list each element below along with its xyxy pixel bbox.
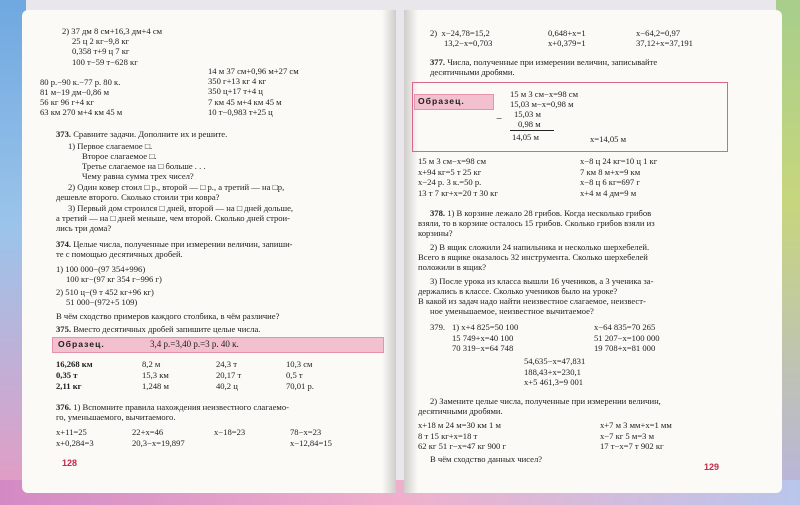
ex373-line: лись три дома?: [56, 223, 112, 233]
ex373-line: 2) Один ковер стоил □ р., второй — □ р., а третий — на □р,: [68, 182, 285, 192]
ex377-problem: x+4 м 4 дм=9 м: [580, 187, 637, 198]
right-page: [404, 10, 782, 493]
ex375-number: 375.: [56, 324, 72, 334]
ex375-heading: [56, 324, 260, 334]
exercise-line: 10 т−0,983 т+25 ц: [208, 107, 273, 117]
ex379-equation: 70 319−x=64 748: [452, 343, 514, 353]
ex375-cell: 20,17 т: [216, 370, 242, 380]
sample-line: 14,05 м: [512, 132, 539, 142]
ex378-line: положили в ящик?: [418, 262, 487, 273]
sample-label: Образец.: [418, 96, 465, 106]
ex374-line: 51 000−(972+5 109): [66, 297, 138, 307]
ex375-cell: 8,2 м: [142, 359, 161, 369]
ex377-problem: 15 м 3 см−x=98 см: [418, 156, 487, 166]
ex379-equation: 1) x+4 825=50 100: [452, 322, 519, 332]
ex378-line: В какой из задач надо найти неизвестное слагаемое, неизвест-: [418, 296, 646, 307]
ex376-cell: x−18=23: [214, 427, 246, 437]
ex374-line: 2) 510 ц−(9 т 452 кг+96 кг): [56, 287, 154, 297]
left-page: [22, 10, 396, 493]
exercise-line: 81 м−19 дм−0,86 м: [40, 87, 110, 97]
exercise-line: 350 ц+17 т+4 ц: [208, 86, 263, 96]
ex377-problem: x+94 кг=5 т 25 кг: [418, 166, 482, 177]
ex378-line: ное уменьшаемое, неизвестное вычитаемое?: [430, 306, 594, 317]
ex378-line: [430, 208, 651, 218]
ex376-number: 376.: [56, 402, 72, 412]
ex376-title: 1) Вспомните правила нахождения неизвестного слагаемо-: [73, 402, 289, 412]
ex373-title: Сравните задачи. Дополните их и решите.: [73, 129, 228, 139]
exercise-line: 2) 37 дм 8 см+16,3 дм+4 см: [62, 26, 163, 36]
ex378-line: корзины?: [418, 228, 453, 239]
exercise-line: 56 кг 96 г+4 кг: [40, 97, 94, 107]
ex379-equation: 17 т−x=7 т 902 кг: [600, 441, 664, 451]
ex375-cell: 40,2 ц: [216, 381, 238, 391]
ex373-line: дешевле второго. Сколько стоили три ковра?: [56, 192, 220, 202]
ex379-equation: 54,635−x=47,831: [524, 356, 586, 366]
ex373-heading: [56, 129, 227, 139]
ex379-equation: 62 кг 51 г−x=47 кг 900 г: [418, 441, 507, 451]
exercise-line: 0,648+x=1: [548, 28, 586, 38]
ex373-line: а третий — на □ дней меньше, чем второй. Сколько дней строи-: [56, 213, 291, 223]
sample-line: x=14,05 м: [590, 134, 627, 144]
ex374-number: 374.: [56, 239, 72, 249]
exercise-line: 37,12+x=37,191: [636, 38, 693, 48]
exercise-line: 7 км 45 м+4 км 45 м: [208, 97, 282, 107]
exercise-line: 80 р.−90 к.−77 р. 80 к.: [40, 77, 121, 87]
ex375-cell: 10,3 см: [286, 359, 313, 369]
exercise-line: 100 т−59 т−628 кг: [72, 57, 138, 67]
ex373-line: Второе слагаемое □.: [82, 151, 157, 161]
ex376-heading: [56, 402, 289, 412]
ex374-title: Целые числа, полученные при измерении величин, запиши-: [73, 239, 293, 249]
ex377-problem: x−24 р. 3 к.=50 р.: [418, 177, 482, 187]
ex375-cell: 0,5 т: [286, 370, 303, 380]
right-page-number: 129: [704, 462, 720, 472]
ex374-line: В чём сходство примеров каждого столбика, в чём различие?: [56, 311, 280, 321]
ex375-cell: 2,11 кг: [56, 381, 82, 391]
ex377-problem: x−8 ц 6 кг=697 г: [580, 177, 640, 187]
sample-label: Образец.: [58, 339, 105, 349]
gutter-shadow: [382, 10, 396, 493]
ex379-equation: 8 т 15 кг+x=18 т: [418, 430, 478, 441]
ex379-equation: x−7 кг 5 м=3 м: [600, 430, 655, 441]
ex376-cell: x+0,284=3: [56, 438, 94, 448]
ex379-equation: x+18 м 24 м=30 км 1 м: [418, 420, 501, 430]
ex375-cell: 24,3 т: [216, 359, 237, 369]
ex375-title: Вместо десятичных дробей запишите целые числа.: [73, 324, 261, 334]
exercise-line: 0,358 т+9 ц 7 кг: [72, 46, 130, 56]
exercise-line: x−64,2=0,97: [636, 28, 681, 38]
ex378-line: 3) После урока из класса вышли 16 учеников, а 3 ученика за-: [430, 275, 654, 286]
ex379-task: десятичными дробями.: [418, 406, 503, 416]
exercise-line: 14 м 37 см+0,96 м+27 см: [208, 66, 299, 76]
ex378-number: 378.: [430, 208, 446, 218]
ex375-cell: 16,268 км: [56, 359, 93, 369]
ex373-line: 1) Первое слагаемое □.: [68, 141, 153, 151]
exercise-line: 25 ц 2 кг−9,8 кг: [72, 36, 130, 46]
ex379-equation: x+5 461,3=9 001: [524, 377, 584, 387]
ex379-question: В чём сходство данных чисел?: [430, 454, 543, 464]
ex379-task: 2) Замените целые числа, полученные при измерении величин,: [430, 396, 661, 406]
ex374-title-cont: те с помощью десятичных дробей.: [56, 249, 183, 259]
ex375-cell: 70,01 р.: [286, 381, 314, 391]
ex376-cell: x−12,84=15: [290, 438, 332, 448]
exercise-line: 63 км 270 м+4 км 45 м: [40, 107, 123, 117]
sample-line: 15,03 м: [514, 109, 541, 119]
left-page-number: 128: [62, 458, 78, 468]
ex376-cell: x+11=25: [56, 427, 87, 437]
sample-line: 0,98 м: [518, 119, 541, 129]
ex379-equation: 19 708+x=81 000: [594, 343, 656, 353]
sample-line: 15 м 3 см−x=98 см: [510, 89, 579, 99]
ex375-cell: 1,248 м: [142, 381, 169, 391]
ex374-heading: [56, 239, 293, 249]
ex379-number: 379.: [430, 322, 446, 332]
ex377-title: Числа, полученные при измерении величин, записывайте: [447, 57, 658, 67]
sample-line: 15,03 м−x=0,98 м: [510, 99, 574, 109]
minus-sign: −: [496, 113, 503, 125]
exercise-line: 350 г+13 кг 4 кг: [208, 76, 267, 86]
ex378-first-line: 1) В корзине лежало 28 грибов. Когда несколько грибов: [447, 208, 652, 218]
ex377-title-cont: десятичными дробями.: [430, 67, 515, 77]
ex378-line: Всего в ящике оказалось 32 инструмента. Сколько шерхебелей: [418, 251, 648, 262]
ex377-problem: 13 т 7 кг+x=20 т 30 кг: [418, 187, 498, 198]
ex379-equation: x−64 835=70 265: [594, 322, 656, 332]
exercise-line: x+0,379=1: [548, 38, 586, 48]
ex377-problem: 7 км 8 м+x=9 км: [580, 166, 641, 177]
ex379-equation: x+7 м 3 мм+x=1 мм: [600, 420, 672, 430]
ex377-heading: [430, 57, 657, 67]
ex373-number: 373.: [56, 129, 72, 139]
ex378-line: держались в классе. Сколько учеников было на уроке?: [418, 285, 618, 296]
ex379-equation: 15 749+x=40 100: [452, 332, 514, 343]
ex375-cell: 0,35 т: [56, 370, 78, 380]
ex377-problem: x−8 ц 24 кг=10 ц 1 кг: [580, 156, 658, 166]
ex378-line: 2) В ящик сложили 24 напильника и несколько шерхебелей.: [430, 241, 650, 252]
ex377-number: 377.: [430, 57, 446, 67]
ex373-line: Чему равна сумма трех чисел?: [82, 171, 194, 181]
ex374-line: 1) 100 000−(97 354+996): [56, 264, 146, 274]
ex379-equation: 51 207−x=100 000: [594, 332, 660, 343]
ex376-cell: 20,3−x=19,897: [132, 438, 185, 448]
sample-text: 3,4 р.=3,40 р.=3 р. 40 к.: [150, 339, 239, 349]
ex373-line: Третье слагаемое на □ больше . . .: [82, 161, 206, 171]
ex376-cell: 78−x=23: [290, 427, 322, 437]
ex376-cell: 22+x=46: [132, 427, 164, 437]
ex373-line: 3) Первый дом строился □ дней, второй — на □ дней дольше,: [68, 203, 294, 213]
ex379-equation: 188,43+x=230,1: [524, 366, 581, 377]
subtraction-rule: [510, 130, 554, 131]
exercise-line: 2) x−24,78=15,2: [430, 28, 490, 38]
ex376-title-cont: го, уменьшаемого, вычитаемого.: [56, 412, 176, 422]
exercise-line: 13,2−x=0,703: [444, 38, 493, 48]
ex375-cell: 15,3 км: [142, 370, 169, 380]
ex378-line: взяли, то в корзине осталось 15 грибов. Сколько грибов взяли из: [418, 218, 655, 228]
ex374-line: 100 кг−(97 кг 354 г−996 г): [66, 274, 162, 284]
